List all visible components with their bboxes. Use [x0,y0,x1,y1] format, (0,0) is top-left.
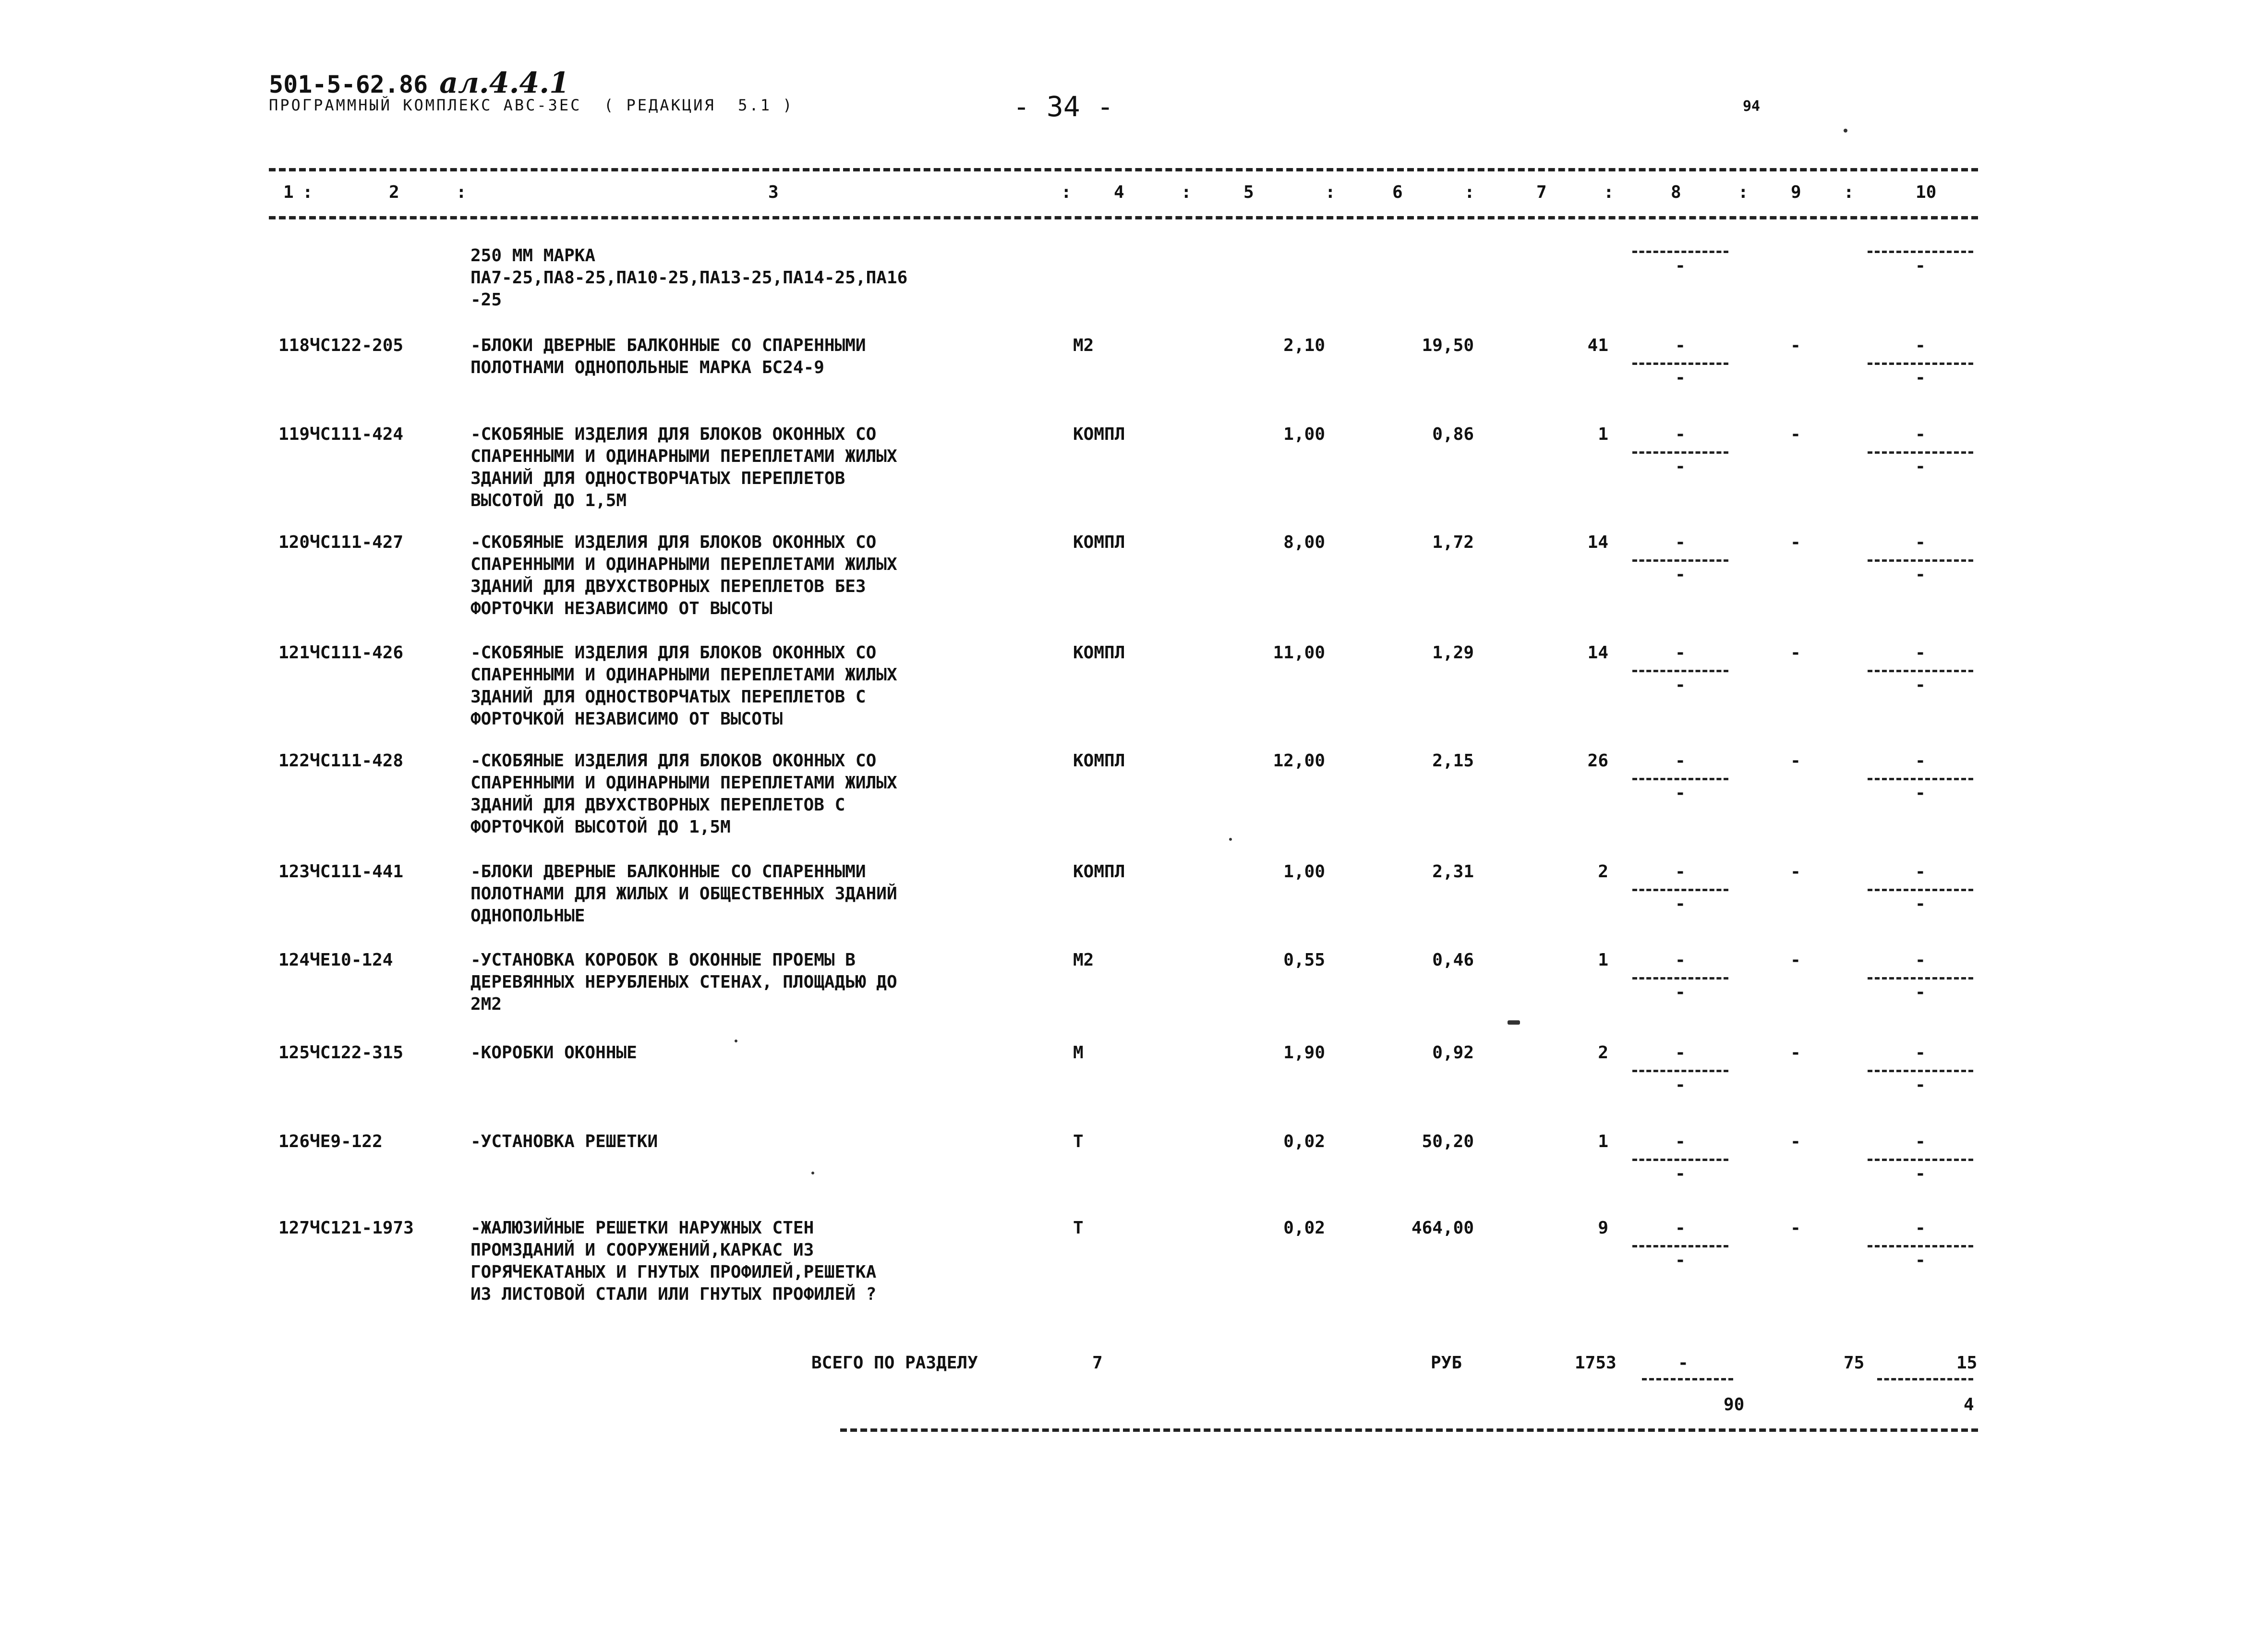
row-col10 [1863,861,1978,915]
row-col9: - [1790,950,1801,970]
row-price: 464,00 [1411,1218,1474,1238]
total-label: ВСЕГО ПО РАЗДЕЛУ [811,1353,978,1373]
row-col10 [1863,532,1978,586]
col8-top: - [1675,950,1686,970]
row-col10 [1863,1042,1978,1096]
row-unit: Т [1073,1132,1084,1151]
col-separator: : [302,182,313,202]
row-description [470,532,897,620]
description-line: СПАРЕННЫМИ И ОДИНАРНЫМИ ПЕРЕПЛЕТАМИ ЖИЛЫХ [470,773,897,793]
col-header-10: 10 [1916,182,1937,202]
scan-speck [811,1172,814,1174]
row-unit: КОМПЛ [1073,424,1125,444]
row-unit: М [1073,1043,1084,1063]
row-col10 [1863,245,1978,277]
row-code: 124ЧЕ10-124 [278,950,393,970]
row-price: 50,20 [1422,1132,1474,1151]
dashed-divider [1632,1245,1728,1247]
row-unit: М2 [1073,336,1094,355]
row-unit: М2 [1073,950,1094,970]
row-quantity: 11,00 [1273,643,1325,663]
row-code: 121ЧС111-426 [278,643,404,663]
row-unit: КОМПЛ [1073,643,1125,663]
col-separator: : [1325,182,1336,202]
description-line: ФОРТОЧКОЙ ВЫСОТОЙ ДО 1,5М [470,817,731,837]
dashed-divider [1868,889,1973,891]
row-price: 1,72 [1432,532,1474,552]
row-unit: КОМПЛ [1073,532,1125,552]
row-price: 0,46 [1432,950,1474,970]
dashed-divider [1868,251,1973,253]
row-quantity: 1,90 [1283,1043,1325,1063]
dashed-divider [1632,559,1728,562]
col-header-9: 9 [1791,182,1801,202]
scan-speck [1229,838,1232,841]
total-currency: РУБ [1431,1353,1462,1373]
col8-top: - [1675,336,1686,355]
total-col10-divider [1877,1378,1973,1380]
row-price: 0,86 [1432,424,1474,444]
description-line: ВЫСОТОЙ ДО 1,5М [470,491,627,510]
row-cost: 1 [1598,1132,1608,1151]
total-col8-top: - [1678,1353,1689,1373]
row-col8 [1628,423,1733,478]
dashed-divider [1632,889,1728,891]
dashed-divider [1868,1159,1973,1161]
total-col8-divider [1642,1378,1733,1380]
col8-top: - [1675,1218,1686,1238]
row-cost: 41 [1587,336,1608,355]
row-col8 [1628,1131,1733,1185]
row-col10 [1863,1131,1978,1185]
row-col10 [1863,750,1978,804]
description-line: ОДНОПОЛЬНЫЕ [470,906,585,926]
row-quantity: 1,00 [1283,424,1325,444]
col8-bottom: - [1675,565,1686,584]
dashed-divider [1868,559,1973,562]
row-cost: 14 [1587,532,1608,552]
total-number: 7 [1092,1353,1103,1373]
row-col9: - [1790,532,1801,552]
row-quantity: 12,00 [1273,751,1325,771]
row-cost: 9 [1598,1218,1608,1238]
col-header-6: 6 [1392,182,1403,202]
row-quantity: 8,00 [1283,532,1325,552]
row-description [470,861,897,927]
col-header-1: 1 [283,182,294,202]
dashed-divider [1632,670,1728,672]
header-rule-top [269,168,1978,171]
description-line: -ЖАЛЮЗИЙНЫЕ РЕШЕТКИ НАРУЖНЫХ СТЕН [470,1218,814,1238]
row-code: 122ЧС111-428 [278,751,404,771]
row-col10 [1863,949,1978,1004]
col8-top: - [1675,1132,1686,1151]
description-line: ФОРТОЧКОЙ НЕЗАВИСИМО ОТ ВЫСОТЫ [470,709,783,729]
row-unit: Т [1073,1218,1084,1238]
description-line: ПА7-25,ПА8-25,ПА10-25,ПА13-25,ПА14-25,ПА16 [470,268,908,288]
row-price: 19,50 [1422,336,1474,355]
total-col10-bottom: 4 [1964,1395,1974,1415]
col8-top: - [1675,862,1686,882]
col8-top: - [1675,643,1686,663]
row-quantity: 2,10 [1283,336,1325,355]
row-description [470,1131,658,1153]
col8-bottom: - [1675,256,1686,276]
row-description [470,335,866,379]
col-separator: : [1738,182,1749,202]
col10-top: - [1915,950,1926,970]
dashed-divider [1632,363,1728,365]
row-col8 [1628,1217,1733,1271]
col-separator: : [1844,182,1854,202]
col10-bottom: - [1915,982,1926,1002]
col8-bottom: - [1675,982,1686,1002]
col10-top: - [1915,1043,1926,1063]
row-col8 [1628,245,1733,277]
col10-bottom: - [1915,675,1926,695]
document-code-number: 501-5-62.86 [269,71,428,98]
col8-bottom: - [1675,1075,1686,1095]
row-price: 2,15 [1432,751,1474,771]
row-col8 [1628,335,1733,389]
dashed-divider [1868,1070,1973,1072]
col10-bottom: - [1915,256,1926,276]
description-line: -СКОБЯНЫЕ ИЗДЕЛИЯ ДЛЯ БЛОКОВ ОКОННЫХ СО [470,424,877,444]
scan-speck [1844,129,1847,133]
header-rule-bottom [269,216,1978,219]
row-unit: КОМПЛ [1073,862,1125,882]
dashed-divider [1632,778,1728,780]
row-cost: 1 [1598,424,1608,444]
row-description [470,642,897,730]
row-price: 2,31 [1432,862,1474,882]
row-quantity: 0,02 [1283,1218,1325,1238]
col8-bottom: - [1675,783,1686,803]
description-line: ПРОМЗДАНИЙ И СООРУЖЕНИЙ,КАРКАС ИЗ [470,1240,814,1260]
description-line: -СКОБЯНЫЕ ИЗДЕЛИЯ ДЛЯ БЛОКОВ ОКОННЫХ СО [470,532,877,552]
description-line: ГОРЯЧЕКАТАНЫХ И ГНУТЫХ ПРОФИЛЕЙ,РЕШЕТКА [470,1262,877,1282]
row-cost: 14 [1587,643,1608,663]
col8-bottom: - [1675,368,1686,387]
program-title: ПРОГРАММНЫЙ КОМПЛЕКС АВС-ЗЕС ( РЕДАКЦИЯ 5.1 ) [269,96,794,114]
col-header-7: 7 [1536,182,1547,202]
dashed-divider [1868,451,1973,454]
album-handwritten: ал.4.4.1 [439,66,569,100]
row-code: 127ЧС121-1973 [278,1218,414,1238]
dashed-divider [1632,977,1728,980]
description-line: СПАРЕННЫМИ И ОДИНАРНЫМИ ПЕРЕПЛЕТАМИ ЖИЛЫХ [470,447,897,466]
row-col10 [1863,642,1978,696]
description-line: ЗДАНИЙ ДЛЯ ОДНОСТВОРЧАТЫХ ПЕРЕПЛЕТОВ [470,469,845,488]
description-line: ИЗ ЛИСТОВОЙ СТАЛИ ИЛИ ГНУТЫХ ПРОФИЛЕЙ ? [470,1284,877,1304]
description-line: ЗДАНИЙ ДЛЯ ДВУХСТВОРНЫХ ПЕРЕПЛЕТОВ БЕЗ [470,577,866,596]
row-col8 [1628,1042,1733,1096]
description-line: 2М2 [470,994,502,1014]
row-code: 118ЧС122-205 [278,336,404,355]
col8-top: - [1675,532,1686,552]
col10-top: - [1915,336,1926,355]
col10-top: - [1915,862,1926,882]
col-separator: : [1604,182,1614,202]
row-col8 [1628,750,1733,804]
description-line: -СКОБЯНЫЕ ИЗДЕЛИЯ ДЛЯ БЛОКОВ ОКОННЫХ СО [470,643,877,663]
row-cost: 1 [1598,950,1608,970]
row-col9: - [1790,424,1801,444]
document-code [269,66,569,100]
col10-bottom: - [1915,565,1926,584]
scan-speck [1508,1020,1520,1025]
col-header-4: 4 [1114,182,1124,202]
row-code: 120ЧС111-427 [278,532,404,552]
row-quantity: 0,55 [1283,950,1325,970]
dashed-divider [1868,363,1973,365]
col-separator: : [1464,182,1475,202]
row-quantity: 0,02 [1283,1132,1325,1151]
col8-bottom: - [1675,894,1686,914]
row-col9: - [1790,1218,1801,1238]
col10-bottom: - [1915,368,1926,387]
description-line: ФОРТОЧКИ НЕЗАВИСИМО ОТ ВЫСОТЫ [470,599,772,618]
col10-bottom: - [1915,1250,1926,1270]
description-line: -БЛОКИ ДВЕРНЫЕ БАЛКОННЫЕ СО СПАРЕННЫМИ [470,336,866,355]
total-amount: 1753 [1575,1353,1617,1373]
col8-top: - [1675,424,1686,444]
row-col9: - [1790,751,1801,771]
row-col8 [1628,532,1733,586]
description-line: ПОЛОТНАМИ ОДНОПОЛЬНЫЕ МАРКА БС24-9 [470,358,824,377]
description-line: -УСТАНОВКА РЕШЕТКИ [470,1132,658,1151]
dashed-divider [1868,1245,1973,1247]
row-col10 [1863,1217,1978,1271]
description-line: -БЛОКИ ДВЕРНЫЕ БАЛКОННЫЕ СО СПАРЕННЫМИ [470,862,866,882]
col8-top: - [1675,751,1686,771]
dashed-divider [1868,778,1973,780]
col-separator: : [1181,182,1192,202]
row-code: 119ЧС111-424 [278,424,404,444]
row-description [470,750,897,838]
col10-bottom: - [1915,457,1926,476]
dashed-divider [1632,251,1728,253]
dashed-divider [1868,670,1973,672]
row-description [470,423,897,512]
row-col10 [1863,335,1978,389]
row-col8 [1628,949,1733,1004]
row-col9: - [1790,336,1801,355]
dashed-divider [1632,1159,1728,1161]
row-col9: - [1790,643,1801,663]
col10-top: - [1915,1132,1926,1151]
dashed-divider [1632,1070,1728,1072]
description-line: ЗДАНИЙ ДЛЯ ДВУХСТВОРНЫХ ПЕРЕПЛЕТОВ С [470,795,845,815]
row-col9: - [1790,1043,1801,1063]
row-cost: 26 [1587,751,1608,771]
col-header-2: 2 [389,182,399,202]
col-header-5: 5 [1243,182,1254,202]
col-separator: : [1061,182,1072,202]
row-description [470,245,907,311]
description-line: СПАРЕННЫМИ И ОДИНАРНЫМИ ПЕРЕПЛЕТАМИ ЖИЛЫХ [470,665,897,685]
row-description [470,1042,637,1064]
row-cost: 2 [1598,862,1608,882]
description-line: 250 ММ МАРКА [470,246,596,266]
bottom-rule [840,1428,1978,1432]
page-number: - 34 - [1013,90,1114,123]
description-line: -КОРОБКИ ОКОННЫЕ [470,1043,637,1063]
description-line: -25 [470,290,502,310]
row-col9: - [1790,1132,1801,1151]
row-price: 0,92 [1432,1043,1474,1063]
col10-top: - [1915,532,1926,552]
row-description [470,949,897,1016]
description-line: СПАРЕННЫМИ И ОДИНАРНЫМИ ПЕРЕПЛЕТАМИ ЖИЛЫХ [470,555,897,574]
total-col9: 75 [1844,1353,1865,1373]
row-cost: 2 [1598,1043,1608,1063]
col8-bottom: - [1675,1250,1686,1270]
row-col10 [1863,423,1978,478]
row-description [470,1217,876,1306]
row-code: 125ЧС122-315 [278,1043,404,1063]
col-separator: : [456,182,467,202]
col10-top: - [1915,643,1926,663]
col10-bottom: - [1915,894,1926,914]
col-header-3: 3 [768,182,779,202]
col10-bottom: - [1915,1164,1926,1184]
row-code: 126ЧЕ9-122 [278,1132,383,1151]
scan-speck [735,1040,737,1042]
description-line: ЗДАНИЙ ДЛЯ ОДНОСТВОРЧАТЫХ ПЕРЕПЛЕТОВ С [470,687,866,707]
description-line: -СКОБЯНЫЕ ИЗДЕЛИЯ ДЛЯ БЛОКОВ ОКОННЫХ СО [470,751,877,771]
description-line: ДЕРЕВЯННЫХ НЕРУБЛЕНЫХ СТЕНАХ, ПЛОЩАДЬЮ ДО [470,972,897,992]
row-col9: - [1790,862,1801,882]
col10-bottom: - [1915,1075,1926,1095]
dashed-divider [1868,977,1973,980]
row-col8 [1628,861,1733,915]
sheet-number: 94 [1743,98,1761,115]
total-col8-bottom: 90 [1724,1395,1745,1415]
col8-top: - [1675,1043,1686,1063]
col8-bottom: - [1675,1164,1686,1184]
col10-top: - [1915,1218,1926,1238]
description-line: -УСТАНОВКА КОРОБОК В ОКОННЫЕ ПРОЕМЫ В [470,950,856,970]
col10-bottom: - [1915,783,1926,803]
row-col8 [1628,642,1733,696]
col-header-8: 8 [1671,182,1681,202]
col10-top: - [1915,751,1926,771]
row-code: 123ЧС111-441 [278,862,404,882]
row-unit: КОМПЛ [1073,751,1125,771]
row-quantity: 1,00 [1283,862,1325,882]
row-price: 1,29 [1432,643,1474,663]
col8-bottom: - [1675,675,1686,695]
col10-top: - [1915,424,1926,444]
col8-bottom: - [1675,457,1686,476]
description-line: ПОЛОТНАМИ ДЛЯ ЖИЛЫХ И ОБЩЕСТВЕННЫХ ЗДАНИЙ [470,884,897,904]
dashed-divider [1632,451,1728,454]
total-col10-top: 15 [1956,1353,1978,1373]
